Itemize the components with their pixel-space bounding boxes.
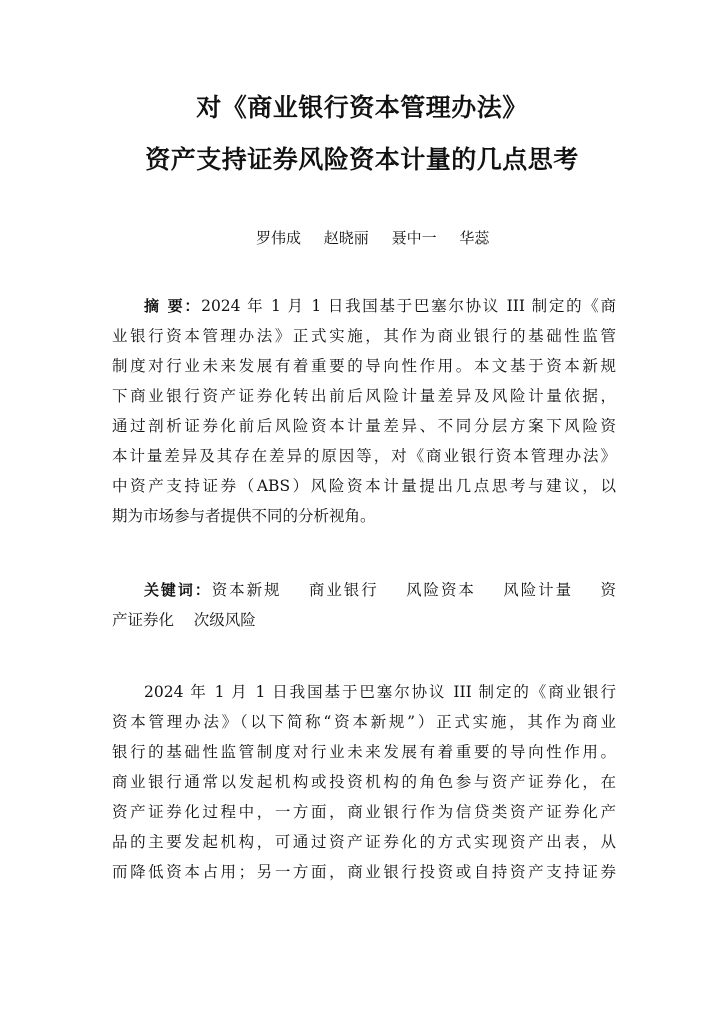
author-name: 聂中一 <box>391 229 437 247</box>
body-paragraph <box>112 677 616 887</box>
author-name: 华蕊 <box>459 229 490 247</box>
body-line: 资产证券化过程中，一方面，商业银行作为信贷类资产证券化产 <box>112 803 616 821</box>
keywords-line: 产证券化 次级风险 <box>112 611 256 629</box>
title-line-2: 资产支持证券风险资本计量的几点思考 <box>145 145 579 174</box>
body-line: 品的主要发起机构，可通过资产证券化的方式实现资产出表，从 <box>112 833 616 851</box>
abstract-label: 摘 要： <box>144 297 202 315</box>
abstract <box>112 291 616 531</box>
body-line: 2024 年 1 月 1 日我国基于巴塞尔协议 III 制定的《商业银行 <box>144 683 616 701</box>
abstract-line: 业银行资本管理办法》正式实施，其作为商业银行的基础性监管 <box>112 327 616 345</box>
title-line-1: 对《商业银行资本管理办法》 <box>196 93 528 122</box>
author-list <box>256 227 489 248</box>
abstract-line: 本计量差异及其存在差异的原因等，对《商业银行资本管理办法》 <box>112 447 616 465</box>
author-name: 罗伟成 <box>256 229 302 247</box>
keywords-label: 关键词： <box>144 581 212 599</box>
keywords-line: 关键词：资本新规 商业银行 风险资本 风险计量 资 <box>144 581 616 599</box>
abstract-line: 下商业银行资产证券化转出前后风险计量差异及风险计量依据， <box>112 387 616 405</box>
body-line: 而降低资本占用；另一方面，商业银行投资或自持资产支持证券 <box>112 863 616 881</box>
body-line: 资本管理办法》（以下简称“资本新规”）正式实施，其作为商业 <box>112 713 616 731</box>
abstract-line: 中资产支持证券（ABS）风险资本计量提出几点思考与建议，以 <box>112 477 616 495</box>
body-line: 商业银行通常以发起机构或投资机构的角色参与资产证券化，在 <box>112 773 616 791</box>
abstract-line: 通过剖析证券化前后风险资本计量差异、不同分层方案下风险资 <box>112 417 616 435</box>
abstract-line: 摘 要：2024 年 1 月 1 日我国基于巴塞尔协议 III 制定的《商 <box>144 297 616 315</box>
author-name: 赵晓丽 <box>323 229 369 247</box>
abstract-line: 制度对行业未来发展有着重要的导向性作用。本文基于资本新规 <box>112 357 616 375</box>
keywords <box>112 575 616 635</box>
body-line: 银行的基础性监管制度对行业未来发展有着重要的导向性作用。 <box>112 743 616 761</box>
abstract-line: 期为市场参与者提供不同的分析视角。 <box>112 507 376 525</box>
